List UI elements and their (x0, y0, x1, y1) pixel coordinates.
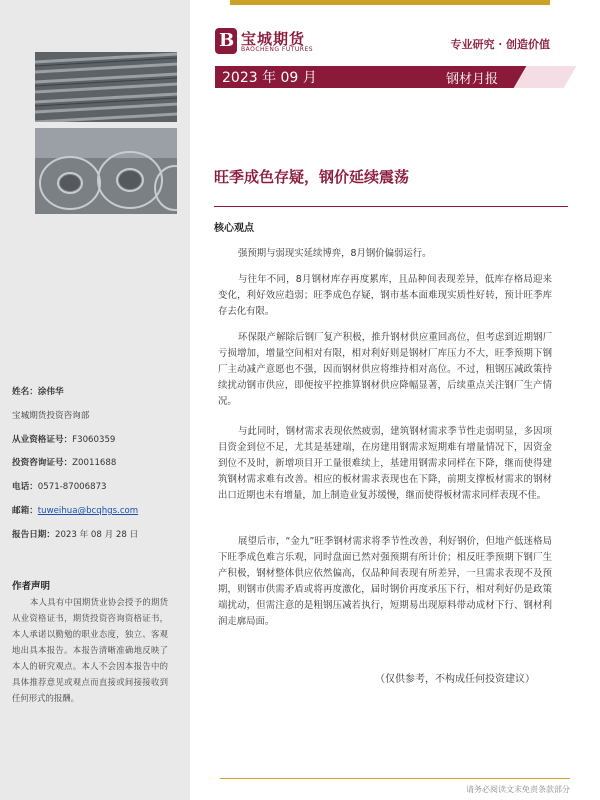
analyst-name-label: 姓名： (12, 387, 38, 397)
statement-body: 本人具有中国期货业协会授予的期货从业资格证书，期货投资咨询资格证书，本人承诺以勤勉的职业态度，独立、客观地出具本报告。本报告清晰准确地反映了本人的研究观点。本人不会因本报告中的具体推荐意见或观点而直接或间接接收到任何形式的报酬。 (12, 597, 168, 703)
logo-name-cn: 宝城期货 (241, 30, 306, 48)
report-date (12, 528, 138, 540)
brand-logo (215, 28, 325, 56)
analyst-email (12, 504, 138, 516)
report-date-label: 报告日期： (12, 530, 55, 540)
paragraph: 与往年不同，8月钢材库存再度累库，且品种间表现差异，低库存格局迎来变化，利好效应趋弱；旺季成色存疑，钢市基本面难现实质性好转，预计旺季库存去化有限。 (218, 274, 552, 317)
analyst-department: 宝城期货投资咨询部 (12, 411, 90, 421)
steel-rebar-photo (35, 52, 177, 122)
paragraph: 环保限产解除后钢厂复产积极，推升钢材供应重回高位，但考虑到近期钢厂亏损增加，增量空间相对有限，相对利好则是钢材厂库压力不大，旺季预期下钢厂主动减产意愿也不强，因而钢材供应将维持相对高位。不过，粗钢压减政策持续扰动钢市供应，即便按平控推算钢材供应降幅显著，后续重点关注钢厂生产情况。 (218, 332, 552, 407)
title-divider (214, 206, 568, 207)
footer-divider (220, 778, 570, 779)
analyst-qualification (12, 433, 115, 445)
top-accent-strip (230, 0, 550, 5)
report-type: 钢材月报 (446, 72, 499, 87)
consult-label: 投资咨询证号： (12, 458, 73, 468)
qualification-value: F3060359 (72, 435, 116, 445)
report-month: 2023 年 09 月 (222, 70, 317, 86)
report-date-value: 2023 年 08 月 28 日 (54, 530, 139, 540)
disclaimer: （仅供参考，不构成任何投资建议） (375, 674, 535, 685)
phone-label: 电话： (12, 482, 38, 492)
consult-value: Z0011688 (72, 458, 117, 468)
section-heading: 核心观点 (214, 223, 254, 234)
steel-coil-photo (35, 128, 177, 214)
analyst-consult (12, 456, 116, 468)
header-band-accent (514, 66, 577, 88)
statement-title: 作者声明 (12, 581, 51, 592)
report-title: 旺季成色存疑，钢价延续震荡 (214, 168, 410, 186)
analyst-name-value: 涂伟华 (37, 387, 64, 397)
analyst-name (12, 385, 64, 397)
logo-name-en: BAOCHENG FUTURES (241, 46, 314, 53)
email-label: 邮箱： (12, 506, 38, 516)
paragraph: 与此同时，钢材需求表现依然疲弱，建筑钢材需求季节性走弱明显，多因项目资金到位不足，尤其是基建端，在房建用钢需求短期难有增量情况下，因资金到位不及时，新增项目开工量很难续上，基建用钢需求同样在下降，继而使得建筑钢材需求难有改善。相应的板材需求表现也在下降，前期支撑板材需求的钢材出口近期也未有增量，加上制造业复苏缓慢，继而使得板材需求同样表现不佳。 (218, 426, 552, 501)
analyst-phone (12, 480, 107, 492)
qualification-label: 从业资格证号： (12, 435, 73, 445)
slogan: 专业研究 · 创造价值 (450, 38, 550, 51)
phone-value: 0571-87006873 (37, 482, 107, 492)
logo-mark-icon: B (215, 28, 237, 54)
footer-note: 请务必阅读文末免责条款部分 (466, 785, 570, 794)
email-link[interactable]: tuweihua@bcqhgs.com (37, 506, 139, 516)
paragraph: 强预期与弱现实延续博弈，8月钢价偏弱运行。 (238, 248, 432, 259)
paragraph: 展望后市，“金九”旺季钢材需求将季节性改善，利好钢价，但地产低迷格局下旺季成色难言乐观，同时盘面已然对强预期有所计价；相反旺季预期下钢厂生产积极，钢材整体供应依然偏高，仅品种间表现有所差异，一旦需求表现不及预期，则钢市供需矛盾或将再度激化，届时钢价再度承压下行，相对利好仍是政策端扰动，但需注意的是粗钢压减若执行，短期易出现原料带动成材下行、钢材利润走廓局面。 (218, 536, 552, 627)
